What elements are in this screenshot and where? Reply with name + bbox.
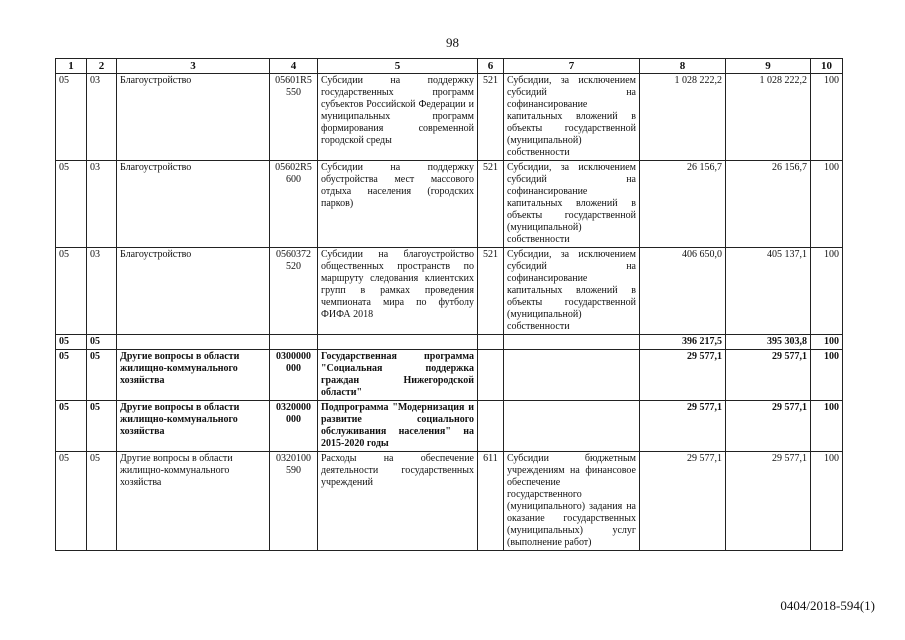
actual-amount: 29 577,1 [726, 401, 811, 452]
execution-percent: 100 [811, 248, 843, 335]
header-row [56, 59, 843, 74]
header-cell: 8 [640, 59, 726, 74]
target-article-code: 0320100 590 [270, 452, 318, 551]
planned-amount: 29 577,1 [640, 401, 726, 452]
execution-percent: 100 [811, 401, 843, 452]
header-cell: 2 [87, 59, 117, 74]
actual-amount: 29 577,1 [726, 452, 811, 551]
expense-type-code: 521 [478, 248, 504, 335]
section-code: 05 [56, 248, 87, 335]
actual-amount: 405 137,1 [726, 248, 811, 335]
header-cell: 10 [811, 59, 843, 74]
target-article-code: 05602R5 600 [270, 161, 318, 248]
target-article-code: 0560372 520 [270, 248, 318, 335]
section-name: Благоустройство [117, 248, 270, 335]
execution-percent: 100 [811, 335, 843, 350]
actual-amount: 29 577,1 [726, 350, 811, 401]
planned-amount: 396 217,5 [640, 335, 726, 350]
header-cell: 5 [318, 59, 478, 74]
subsection-code: 05 [87, 401, 117, 452]
execution-percent: 100 [811, 452, 843, 551]
section-code: 05 [56, 401, 87, 452]
section-name: Другие вопросы в области жилищно-коммунального хозяйства [117, 452, 270, 551]
page-number: 98 [446, 35, 459, 50]
subsection-code: 05 [87, 350, 117, 401]
target-article-name: Подпрограмма "Модернизация и развитие социального обслуживания населения" на 2015-2020 годы [318, 401, 478, 452]
section-name: Другие вопросы в области жилищно-коммунального хозяйства [117, 401, 270, 452]
execution-percent: 100 [811, 350, 843, 401]
subsection-code: 03 [87, 161, 117, 248]
planned-amount: 29 577,1 [640, 350, 726, 401]
planned-amount: 406 650,0 [640, 248, 726, 335]
expense-type-name: Субсидии, за исключением субсидий на софинансирование капитальных вложений в объекты государственной (муниципальной) собственности [504, 161, 640, 248]
target-article-name: Государственная программа "Социальная поддержка граждан Нижегородской области" [318, 350, 478, 401]
execution-percent: 100 [811, 74, 843, 161]
expense-type-code [478, 350, 504, 401]
expense-type-code [478, 335, 504, 350]
planned-amount: 1 028 222,2 [640, 74, 726, 161]
table-row [56, 74, 843, 161]
section-name: Благоустройство [117, 74, 270, 161]
expense-type-name [504, 350, 640, 401]
expense-type-name [504, 401, 640, 452]
budget-table [55, 58, 843, 551]
document-registration-code: 0404/2018-594(1) [780, 598, 875, 613]
table-row-subprogram [56, 401, 843, 452]
header-cell: 9 [726, 59, 811, 74]
actual-amount: 26 156,7 [726, 161, 811, 248]
actual-amount: 395 303,8 [726, 335, 811, 350]
header-cell: 7 [504, 59, 640, 74]
header-cell: 6 [478, 59, 504, 74]
header-cell: 4 [270, 59, 318, 74]
target-article-name: Субсидии на поддержку государственных программ субъектов Российской Федерации и муниципальных программ формирования современной городской среды [318, 74, 478, 161]
target-article-name: Субсидии на поддержку обустройства мест массового отдыха населения (городских парков) [318, 161, 478, 248]
section-code: 05 [56, 161, 87, 248]
target-article-name [318, 335, 478, 350]
target-article-code: 0300000 000 [270, 350, 318, 401]
expense-type-code: 521 [478, 161, 504, 248]
section-code: 05 [56, 74, 87, 161]
header-cell: 1 [56, 59, 87, 74]
table-row-subtotal [56, 335, 843, 350]
expense-type-code: 611 [478, 452, 504, 551]
target-article-code: 0320000 000 [270, 401, 318, 452]
subsection-code: 05 [87, 452, 117, 551]
subsection-code: 05 [87, 335, 117, 350]
expense-type-name: Субсидии, за исключением субсидий на софинансирование капитальных вложений в объекты государственной (муниципальной) собственности [504, 248, 640, 335]
subsection-code: 03 [87, 248, 117, 335]
section-code: 05 [56, 350, 87, 401]
planned-amount: 29 577,1 [640, 452, 726, 551]
actual-amount: 1 028 222,2 [726, 74, 811, 161]
expense-type-name [504, 335, 640, 350]
table-row [56, 248, 843, 335]
table-row [56, 161, 843, 248]
target-article-name: Субсидии на благоустройство общественных пространств по маршруту следования клиентских групп в рамках проведения чемпионата мира по футболу ФИФА 2018 [318, 248, 478, 335]
expense-type-name: Субсидии бюджетным учреждениям на финансовое обеспечение государственного (муниципального) задания на оказание государственных (муниципальных) услуг (выполнение работ) [504, 452, 640, 551]
section-name: Благоустройство [117, 161, 270, 248]
target-article-code: 05601R5 550 [270, 74, 318, 161]
expense-type-name: Субсидии, за исключением субсидий на софинансирование капитальных вложений в объекты государственной (муниципальной) собственности [504, 74, 640, 161]
header-cell: 3 [117, 59, 270, 74]
planned-amount: 26 156,7 [640, 161, 726, 248]
target-article-name: Расходы на обеспечение деятельности государственных учреждений [318, 452, 478, 551]
section-name: Другие вопросы в области жилищно-коммунального хозяйства [117, 350, 270, 401]
section-name [117, 335, 270, 350]
expense-type-code [478, 401, 504, 452]
section-code: 05 [56, 335, 87, 350]
table-row [56, 452, 843, 551]
expense-type-code: 521 [478, 74, 504, 161]
table-row-program [56, 350, 843, 401]
target-article-code [270, 335, 318, 350]
execution-percent: 100 [811, 161, 843, 248]
subsection-code: 03 [87, 74, 117, 161]
section-code: 05 [56, 452, 87, 551]
